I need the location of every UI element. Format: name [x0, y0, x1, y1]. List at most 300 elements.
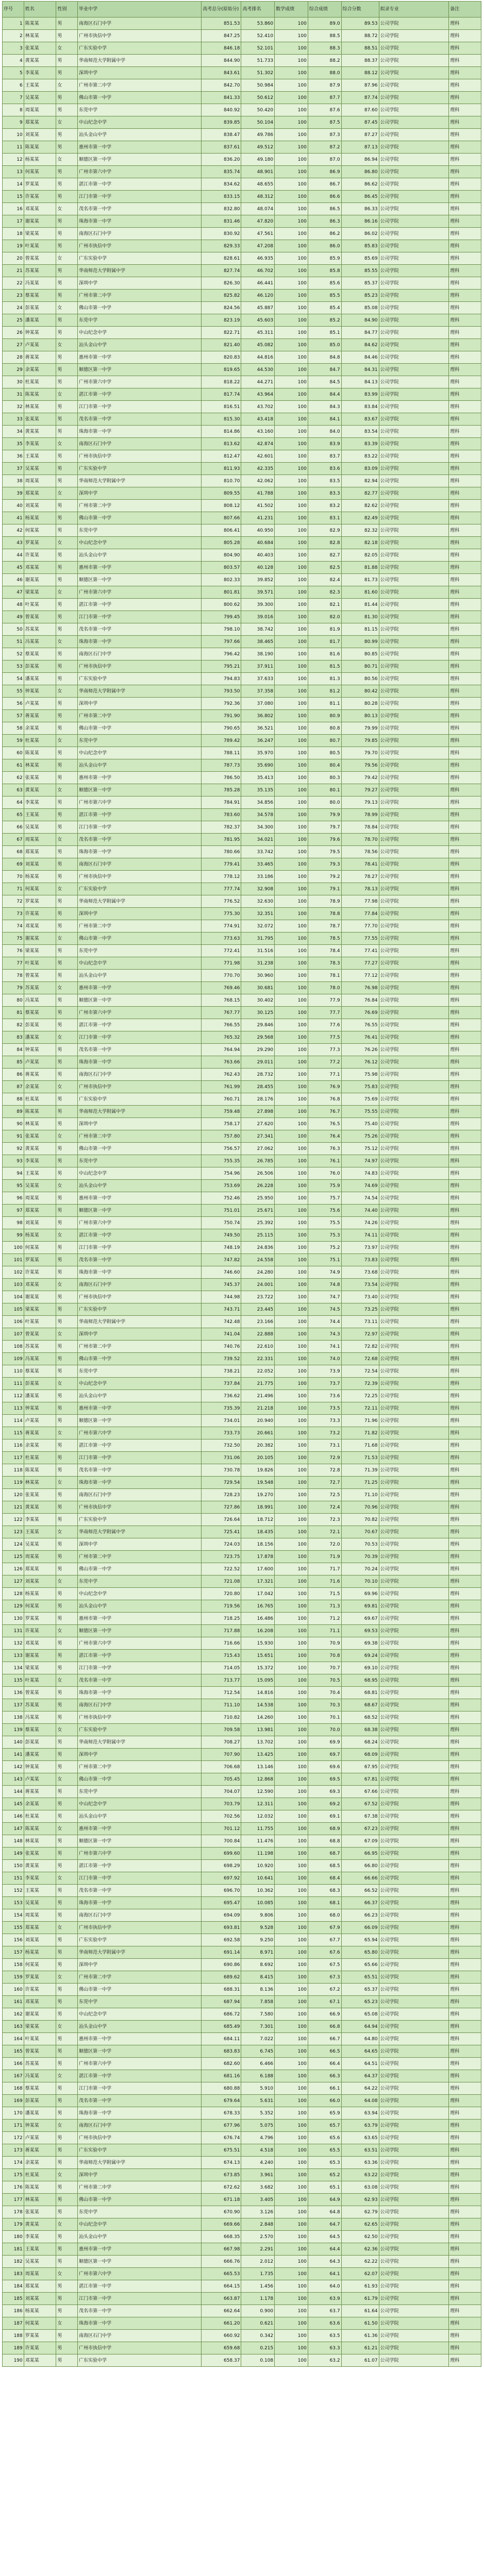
cell-math: 100: [275, 1600, 308, 1613]
table-row: [3, 1118, 481, 1130]
cell-score: 705.45: [202, 1773, 241, 1786]
cell-math: 100: [275, 796, 308, 809]
cell-total: 88.12: [341, 67, 379, 79]
cell-gender: 男: [56, 698, 78, 710]
cell-score: 767.77: [202, 1007, 241, 1019]
cell-rank: 17.042: [241, 1588, 275, 1600]
table-row: [3, 2070, 481, 2082]
table-row: [3, 747, 481, 759]
cell-gender: 男: [56, 821, 78, 834]
cell-rank: 40.684: [241, 537, 275, 549]
cell-major: 公司学院: [379, 1303, 449, 1316]
cell-major: 公司学院: [379, 116, 449, 129]
cell-no: 24: [3, 302, 24, 314]
cell-name: 张某某: [24, 2206, 56, 2218]
cell-major: 公司学院: [379, 994, 449, 1007]
cell-math: 100: [275, 1229, 308, 1242]
cell-no: 6: [3, 79, 24, 92]
cell-math: 100: [275, 1897, 308, 1909]
cell-name: 蔡某某: [24, 290, 56, 302]
cell-no: 34: [3, 426, 24, 438]
cell-note: 理科: [449, 1303, 481, 1316]
cell-score: 704.07: [202, 1786, 241, 1798]
header-rank: 高考排名: [241, 2, 275, 18]
cell-name: 王某某: [24, 2243, 56, 2256]
table-row: [3, 1823, 481, 1835]
cell-math: 100: [275, 1909, 308, 1922]
cell-note: 理科: [449, 1353, 481, 1365]
cell-school: 中山纪念中学: [78, 747, 202, 759]
cell-score: 791.90: [202, 710, 241, 722]
table-row: [3, 1749, 481, 1761]
cell-gender: 女: [56, 1526, 78, 1538]
cell-note: 理科: [449, 252, 481, 265]
table-row: [3, 1946, 481, 1959]
cell-no: 190: [3, 2354, 24, 2367]
cell-gender: 男: [56, 747, 78, 759]
cell-school: 深圳中学: [78, 67, 202, 79]
cell-note: 理科: [449, 2008, 481, 2021]
cell-math: 100: [275, 351, 308, 364]
cell-note: 理科: [449, 1106, 481, 1118]
cell-major: 公司学院: [379, 1922, 449, 1934]
cell-rank: 8.136: [241, 1984, 275, 1996]
cell-score: 823.19: [202, 314, 241, 327]
cell-math: 100: [275, 512, 308, 524]
cell-composite: 77.6: [308, 1019, 341, 1031]
cell-note: 理科: [449, 339, 481, 351]
cell-rank: 44.816: [241, 351, 275, 364]
cell-no: 179: [3, 2218, 24, 2231]
cell-major: 公司学院: [379, 290, 449, 302]
cell-name: 李某某: [24, 438, 56, 450]
cell-math: 100: [275, 1205, 308, 1217]
cell-composite: 70.5: [308, 1674, 341, 1687]
cell-gender: 男: [56, 314, 78, 327]
cell-no: 188: [3, 2330, 24, 2342]
cell-total: 86.45: [341, 191, 379, 203]
cell-composite: 73.2: [308, 1427, 341, 1439]
cell-score: 795.21: [202, 660, 241, 673]
cell-score: 792.36: [202, 698, 241, 710]
cell-note: 理科: [449, 1452, 481, 1464]
table-row: [3, 1328, 481, 1341]
cell-school: 广州市第二中学: [78, 1130, 202, 1143]
cell-math: 100: [275, 2070, 308, 2082]
cell-name: 吴某某: [24, 463, 56, 475]
table-row: [3, 487, 481, 500]
cell-composite: 64.1: [308, 2268, 341, 2280]
cell-math: 100: [275, 252, 308, 265]
cell-score: 678.33: [202, 2107, 241, 2120]
cell-note: 理科: [449, 1897, 481, 1909]
cell-rank: 3.405: [241, 2194, 275, 2206]
cell-score: 752.46: [202, 1192, 241, 1205]
cell-total: 67.95: [341, 1761, 379, 1773]
cell-math: 100: [275, 2008, 308, 2021]
cell-composite: 71.1: [308, 1625, 341, 1637]
cell-gender: 男: [56, 1093, 78, 1106]
cell-no: 158: [3, 1959, 24, 1971]
cell-major: 公司学院: [379, 772, 449, 784]
cell-rank: 25.950: [241, 1192, 275, 1205]
cell-gender: 男: [56, 2058, 78, 2070]
cell-math: 100: [275, 574, 308, 586]
cell-note: 理科: [449, 784, 481, 796]
cell-name: 谢某某: [24, 1291, 56, 1303]
table-row: [3, 426, 481, 438]
cell-major: 公司学院: [379, 1242, 449, 1254]
cell-school: 顺德区第一中学: [78, 1415, 202, 1427]
cell-name: 冯某某: [24, 2070, 56, 2082]
cell-no: 51: [3, 636, 24, 648]
cell-score: 696.70: [202, 1885, 241, 1897]
cell-math: 100: [275, 1971, 308, 1984]
cell-no: 25: [3, 314, 24, 327]
cell-composite: 81.1: [308, 698, 341, 710]
cell-note: 理科: [449, 450, 481, 463]
cell-no: 156: [3, 1934, 24, 1946]
cell-math: 100: [275, 636, 308, 648]
table-row: [3, 1810, 481, 1823]
table-row: [3, 1316, 481, 1328]
cell-name: 叶某某: [24, 599, 56, 611]
cell-rank: 22.052: [241, 1365, 275, 1378]
cell-total: 78.99: [341, 809, 379, 821]
cell-major: 公司学院: [379, 1575, 449, 1588]
table-row: [3, 1390, 481, 1402]
table-row: [3, 388, 481, 401]
table-row: [3, 215, 481, 228]
cell-composite: 83.2: [308, 500, 341, 512]
cell-note: 理科: [449, 1736, 481, 1749]
cell-major: 公司学院: [379, 747, 449, 759]
cell-major: 公司学院: [379, 364, 449, 376]
table-row: [3, 660, 481, 673]
cell-school: 广州市执信中学: [78, 1711, 202, 1724]
cell-rank: 14.816: [241, 1687, 275, 1699]
table-row: [3, 1229, 481, 1242]
cell-name: 叶某某: [24, 240, 56, 252]
cell-math: 100: [275, 1427, 308, 1439]
cell-rank: 14.538: [241, 1699, 275, 1711]
cell-no: 4: [3, 55, 24, 67]
cell-no: 45: [3, 562, 24, 574]
table-row: [3, 1575, 481, 1588]
cell-total: 63.94: [341, 2107, 379, 2120]
cell-composite: 87.0: [308, 154, 341, 166]
cell-major: 公司学院: [379, 2144, 449, 2157]
cell-math: 100: [275, 290, 308, 302]
cell-total: 69.53: [341, 1625, 379, 1637]
cell-composite: 68.0: [308, 1909, 341, 1922]
cell-rank: 28.455: [241, 1081, 275, 1093]
cell-major: 公司学院: [379, 512, 449, 524]
cell-gender: 女: [56, 586, 78, 599]
cell-composite: 69.3: [308, 1786, 341, 1798]
cell-total: 66.09: [341, 1922, 379, 1934]
table-row: [3, 166, 481, 178]
cell-school: 华南师范大学附属中学: [78, 895, 202, 908]
cell-total: 69.10: [341, 1662, 379, 1674]
cell-note: 理科: [449, 796, 481, 809]
cell-note: 理科: [449, 2206, 481, 2218]
cell-total: 71.96: [341, 1415, 379, 1427]
cell-major: 公司学院: [379, 1860, 449, 1872]
cell-note: 理科: [449, 376, 481, 388]
cell-school: 东莞中学: [78, 1575, 202, 1588]
cell-no: 22: [3, 277, 24, 290]
cell-score: 741.04: [202, 1328, 241, 1341]
table-row: [3, 710, 481, 722]
cell-gender: 男: [56, 1637, 78, 1650]
cell-total: 86.33: [341, 203, 379, 215]
cell-math: 100: [275, 1007, 308, 1019]
cell-gender: 男: [56, 1167, 78, 1180]
cell-math: 100: [275, 1588, 308, 1600]
cell-total: 65.80: [341, 1946, 379, 1959]
cell-note: 理科: [449, 1439, 481, 1452]
cell-no: 122: [3, 1514, 24, 1526]
cell-note: 理科: [449, 562, 481, 574]
cell-gender: 男: [56, 1341, 78, 1353]
cell-no: 167: [3, 2070, 24, 2082]
cell-score: 783.60: [202, 809, 241, 821]
cell-rank: 41.502: [241, 500, 275, 512]
table-row: [3, 1984, 481, 1996]
cell-rank: 5.631: [241, 2095, 275, 2107]
cell-math: 100: [275, 1848, 308, 1860]
cell-name: 许某某: [24, 1625, 56, 1637]
cell-school: 广州市第二中学: [78, 710, 202, 722]
table-row: [3, 1600, 481, 1613]
cell-school: 江门市第一中学: [78, 2293, 202, 2305]
cell-score: 746.60: [202, 1266, 241, 1279]
cell-composite: 78.9: [308, 895, 341, 908]
cell-math: 100: [275, 1167, 308, 1180]
cell-gender: 男: [56, 1069, 78, 1081]
cell-math: 100: [275, 1860, 308, 1872]
cell-name: 许某某: [24, 1266, 56, 1279]
cell-name: 林某某: [24, 759, 56, 772]
cell-school: 汕头金山中学: [78, 759, 202, 772]
cell-composite: 66.9: [308, 2008, 341, 2021]
cell-score: 702.56: [202, 1810, 241, 1823]
cell-gender: 男: [56, 30, 78, 42]
cell-rank: 51.733: [241, 55, 275, 67]
cell-school: 广州市第二中学: [78, 1971, 202, 1984]
cell-rank: 16.208: [241, 1625, 275, 1637]
cell-school: 茂名市第一中学: [78, 623, 202, 636]
cell-no: 184: [3, 2280, 24, 2293]
cell-gender: 女: [56, 1922, 78, 1934]
cell-composite: 73.9: [308, 1365, 341, 1378]
cell-major: 公司学院: [379, 1266, 449, 1279]
cell-name: 郑某某: [24, 2280, 56, 2293]
cell-name: 郑某某: [24, 846, 56, 858]
cell-total: 83.99: [341, 388, 379, 401]
cell-score: 730.78: [202, 1464, 241, 1477]
cell-composite: 83.6: [308, 463, 341, 475]
cell-total: 70.67: [341, 1526, 379, 1538]
cell-total: 71.25: [341, 1477, 379, 1489]
cell-note: 理科: [449, 1798, 481, 1810]
cell-math: 100: [275, 401, 308, 413]
cell-total: 82.77: [341, 487, 379, 500]
cell-rank: 37.633: [241, 673, 275, 685]
cell-name: 刘某某: [24, 1575, 56, 1588]
cell-rank: 0.621: [241, 2317, 275, 2330]
cell-note: 理科: [449, 1860, 481, 1872]
cell-total: 74.83: [341, 1167, 379, 1180]
cell-name: 吴某某: [24, 92, 56, 104]
cell-gender: 男: [56, 1835, 78, 1848]
cell-name: 郑某某: [24, 116, 56, 129]
cell-gender: 男: [56, 2243, 78, 2256]
cell-composite: 79.2: [308, 871, 341, 883]
cell-name: 杨某某: [24, 154, 56, 166]
cell-note: 理科: [449, 1427, 481, 1439]
cell-major: 公司学院: [379, 796, 449, 809]
cell-total: 80.85: [341, 648, 379, 660]
cell-score: 776.52: [202, 895, 241, 908]
cell-name: 张某某: [24, 1130, 56, 1143]
cell-gender: 男: [56, 475, 78, 487]
cell-total: 84.46: [341, 351, 379, 364]
cell-gender: 男: [56, 673, 78, 685]
cell-school: 湛江市第一中学: [78, 1860, 202, 1872]
cell-total: 64.37: [341, 2070, 379, 2082]
cell-gender: 男: [56, 1588, 78, 1600]
cell-composite: 78.7: [308, 920, 341, 933]
table-row: [3, 1427, 481, 1439]
cell-name: 冯某某: [24, 636, 56, 648]
cell-math: 100: [275, 228, 308, 240]
cell-rank: 43.418: [241, 413, 275, 426]
cell-gender: 男: [56, 2206, 78, 2218]
cell-total: 79.13: [341, 796, 379, 809]
cell-major: 公司学院: [379, 611, 449, 623]
table-row: [3, 599, 481, 611]
cell-note: 理科: [449, 104, 481, 116]
cell-note: 理科: [449, 2132, 481, 2144]
cell-math: 100: [275, 265, 308, 277]
header-gender: 性别: [56, 2, 78, 18]
cell-total: 70.24: [341, 1563, 379, 1575]
cell-score: 735.39: [202, 1402, 241, 1415]
cell-score: 816.51: [202, 401, 241, 413]
cell-major: 公司学院: [379, 586, 449, 599]
cell-rank: 35.413: [241, 772, 275, 784]
cell-no: 62: [3, 772, 24, 784]
cell-total: 78.56: [341, 846, 379, 858]
cell-school: 中山纪念中学: [78, 116, 202, 129]
cell-major: 公司学院: [379, 277, 449, 290]
cell-math: 100: [275, 1402, 308, 1415]
cell-name: 邓某某: [24, 203, 56, 215]
cell-gender: 男: [56, 809, 78, 821]
cell-major: 公司学院: [379, 191, 449, 203]
cell-gender: 女: [56, 388, 78, 401]
cell-total: 67.66: [341, 1786, 379, 1798]
cell-school: 佛山市第一中学: [78, 1563, 202, 1575]
cell-gender: 男: [56, 364, 78, 376]
cell-total: 64.22: [341, 2082, 379, 2095]
cell-math: 100: [275, 883, 308, 895]
cell-school: 茂名市第一中学: [78, 1885, 202, 1897]
cell-note: 理科: [449, 1477, 481, 1489]
cell-gender: 男: [56, 327, 78, 339]
cell-name: 周某某: [24, 475, 56, 487]
table-row: [3, 1167, 481, 1180]
cell-math: 100: [275, 1662, 308, 1674]
cell-note: 理科: [449, 215, 481, 228]
table-row: [3, 2280, 481, 2293]
table-row: [3, 2169, 481, 2181]
cell-score: 742.48: [202, 1316, 241, 1328]
cell-note: 理科: [449, 1674, 481, 1687]
cell-math: 100: [275, 339, 308, 351]
cell-gender: 男: [56, 759, 78, 772]
cell-no: 143: [3, 1773, 24, 1786]
table-row: [3, 1798, 481, 1810]
cell-score: 830.92: [202, 228, 241, 240]
cell-no: 31: [3, 388, 24, 401]
cell-total: 74.26: [341, 1217, 379, 1229]
cell-composite: 85.2: [308, 314, 341, 327]
cell-major: 公司学院: [379, 2293, 449, 2305]
cell-note: 理科: [449, 1093, 481, 1106]
cell-gender: 男: [56, 401, 78, 413]
cell-gender: 女: [56, 1773, 78, 1786]
cell-name: 杜某某: [24, 376, 56, 388]
cell-composite: 70.4: [308, 1687, 341, 1699]
cell-name: 何某某: [24, 1600, 56, 1613]
cell-school: 江门市第一中学: [78, 2082, 202, 2095]
cell-gender: 男: [56, 2095, 78, 2107]
cell-name: 余某某: [24, 1439, 56, 1452]
cell-name: 何某某: [24, 1242, 56, 1254]
cell-major: 公司学院: [379, 537, 449, 549]
cell-score: 777.74: [202, 883, 241, 895]
cell-school: 江门市第一中学: [78, 1872, 202, 1885]
cell-major: 公司学院: [379, 339, 449, 351]
cell-total: 86.02: [341, 228, 379, 240]
cell-gender: 男: [56, 376, 78, 388]
cell-no: 113: [3, 1402, 24, 1415]
cell-note: 理科: [449, 722, 481, 735]
cell-rank: 24.280: [241, 1266, 275, 1279]
cell-composite: 64.3: [308, 2256, 341, 2268]
cell-total: 66.66: [341, 1872, 379, 1885]
cell-name: 钟某某: [24, 1044, 56, 1056]
cell-math: 100: [275, 191, 308, 203]
cell-gender: 男: [56, 1687, 78, 1699]
cell-name: 曾某某: [24, 1687, 56, 1699]
cell-no: 12: [3, 154, 24, 166]
cell-score: 811.93: [202, 463, 241, 475]
cell-note: 理科: [449, 1514, 481, 1526]
cell-composite: 69.9: [308, 1736, 341, 1749]
cell-school: 顺德区第一中学: [78, 364, 202, 376]
cell-school: 湛江市第一中学: [78, 1229, 202, 1242]
cell-school: 广州市第二中学: [78, 290, 202, 302]
cell-rank: 1.456: [241, 2280, 275, 2293]
cell-composite: 85.0: [308, 339, 341, 351]
cell-rank: 22.610: [241, 1341, 275, 1353]
cell-total: 65.08: [341, 2008, 379, 2021]
cell-total: 61.36: [341, 2330, 379, 2342]
